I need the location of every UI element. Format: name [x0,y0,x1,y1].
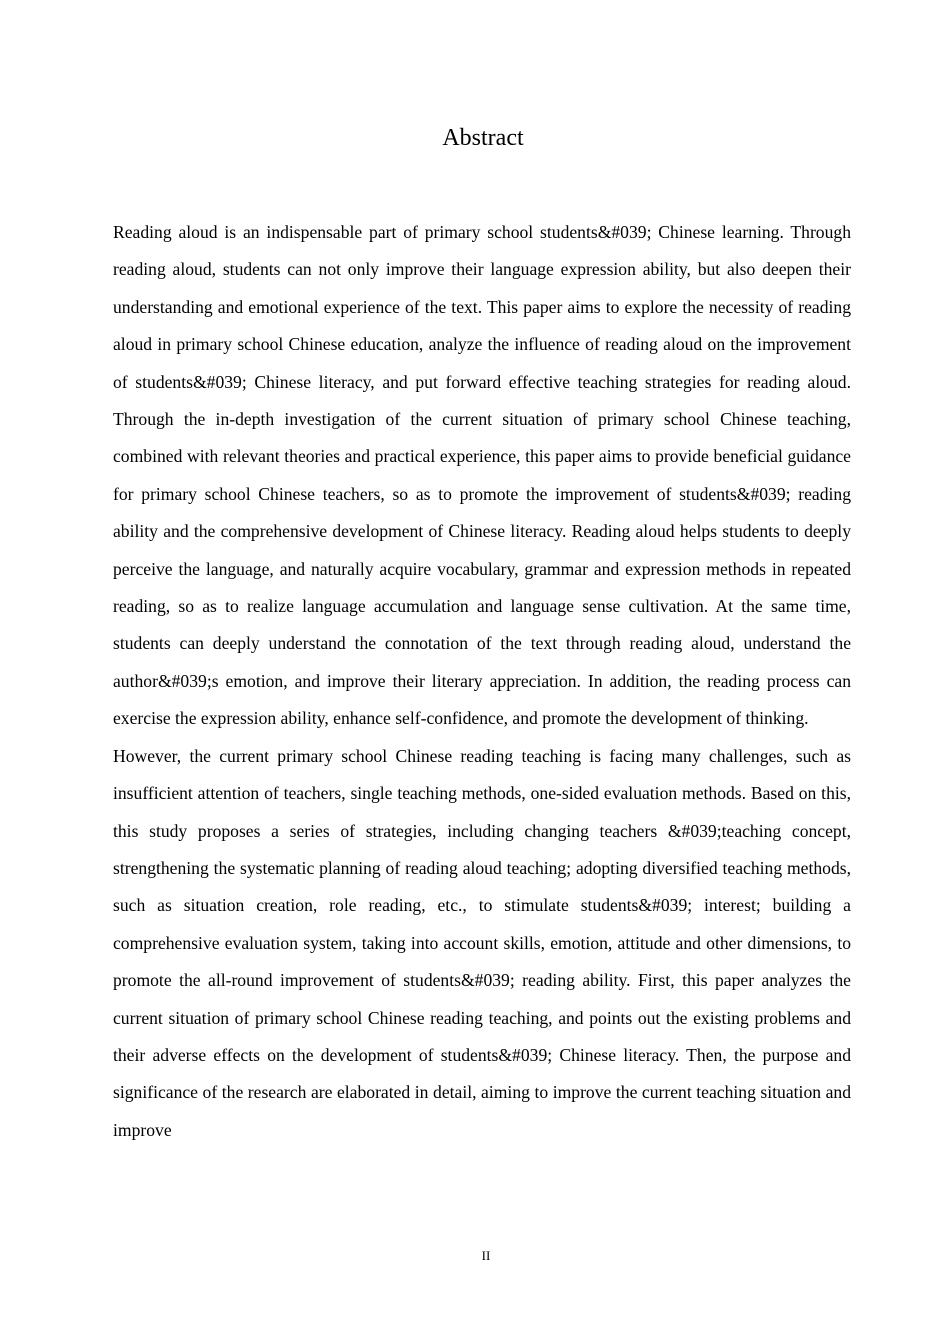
abstract-body [113,214,851,1149]
page-title: Abstract [442,125,524,151]
paragraph: However, the current primary school Chinese reading teaching is facing many challenges, such as insufficient attention of teachers, single teaching methods, one-sided evaluation methods. Based on this, this study proposes a series of strategies, including changing teachers &#039;teaching concept, strengthening the systematic planning of reading aloud teaching; adopting diversified teaching methods, such as situation creation, role reading, etc., to stimulate students&#039; interest; building a comprehensive evaluation system, taking into account skills, emotion, attitude and other dimensions, to promote the all-round improvement of students&#039; reading ability. First, this paper analyzes the current situation of primary school Chinese reading teaching, and points out the existing problems and their adverse effects on the development of students&#039; Chinese literacy. Then, the purpose and significance of the research are elaborated in detail, aiming to improve the current teaching situation and improve [113,745,851,1140]
page-number: II [481,1248,491,1263]
paragraph: Reading aloud is an indispensable part of primary school students&#039; Chinese learning. Through reading aloud, students can not only improve their language expression ability, but also deepen their understanding and emotional experience of the text. This paper aims to explore the necessity of reading aloud in primary school Chinese education, analyze the influence of reading aloud on the improvement of students&#039; Chinese literacy, and put forward effective teaching strategies for reading aloud. Through the in-depth investigation of the current situation of primary school Chinese teaching, combined with relevant theories and practical experience, this paper aims to provide beneficial guidance for primary school Chinese teachers, so as to promote the improvement of students&#039; reading ability and the comprehensive development of Chinese literacy. Reading aloud helps students to deeply perceive the language, and naturally acquire vocabulary, grammar and expression methods in repeated reading, so as to realize language accumulation and language sense cultivation. At the same time, students can deeply understand the connotation of the text through reading aloud, understand the author&#039;s emotion, and improve their literary appreciation. In addition, the reading process can exercise the expression ability, enhance self-confidence, and promote the development of thinking. [113,222,851,729]
